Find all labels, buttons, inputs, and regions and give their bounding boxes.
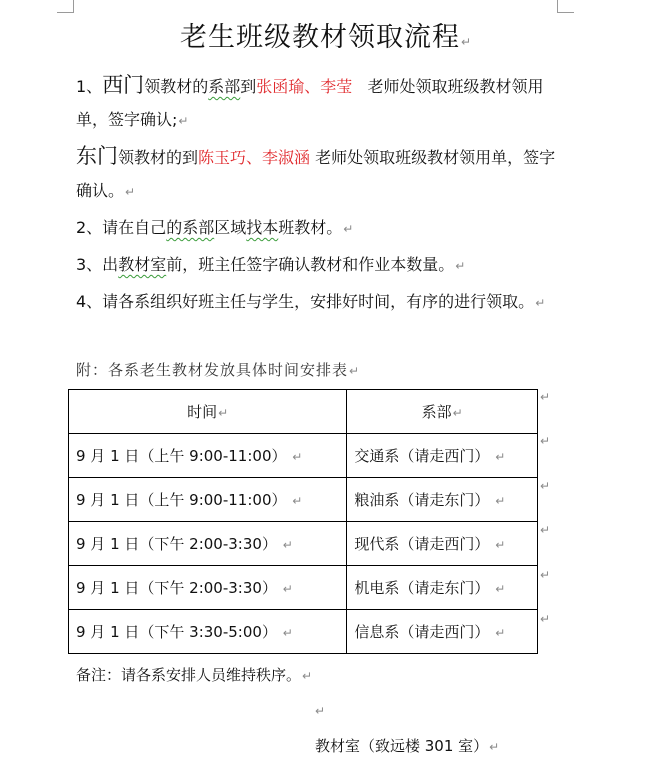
step-1b-text: 领教材的到 bbox=[118, 148, 199, 167]
step-1b-paragraph bbox=[76, 140, 562, 209]
header-cell-dept bbox=[347, 390, 538, 434]
step-2-wavy-b: 找本 bbox=[246, 218, 279, 237]
paragraph-mark-icon: ↵ bbox=[343, 222, 354, 236]
dept-text: 机电系（请走东门） bbox=[354, 579, 490, 597]
row-end-mark-icon: ↵ bbox=[540, 434, 551, 448]
cell-mark-icon: ↵ bbox=[495, 450, 506, 464]
page-corner-mark-left bbox=[57, 0, 74, 13]
schedule-header-row bbox=[69, 390, 538, 434]
step-1-text-b: 到 bbox=[240, 77, 257, 96]
step-1-teachers: 张函瑜、李莹 bbox=[256, 77, 353, 96]
cell-mark-icon: ↵ bbox=[282, 582, 293, 596]
paragraph-mark-icon: ↵ bbox=[489, 740, 500, 754]
cell-mark-icon: ↵ bbox=[495, 494, 506, 508]
time-text: 9 月 1 日（下午 2:00-3:30） bbox=[76, 579, 277, 597]
paragraph-mark-icon: ↵ bbox=[125, 185, 136, 199]
table-row bbox=[69, 434, 538, 478]
step-2-text-c: 班教材。 bbox=[278, 218, 343, 237]
step-1b-location: 东门 bbox=[76, 144, 118, 168]
cell-mark-icon: ↵ bbox=[495, 626, 506, 640]
row-end-mark-icon: ↵ bbox=[540, 523, 551, 537]
remark-paragraph bbox=[76, 662, 312, 689]
dept-text: 交通系（请走西门） bbox=[354, 447, 490, 465]
step-3-paragraph bbox=[76, 248, 562, 283]
paragraph-mark-icon: ↵ bbox=[349, 364, 361, 378]
paragraph-mark-icon: ↵ bbox=[302, 669, 313, 683]
time-text: 9 月 1 日（上午 9:00-11:00） bbox=[76, 491, 287, 509]
dept-cell bbox=[347, 610, 538, 654]
step-2-text-b: 区域 bbox=[214, 218, 247, 237]
title-text: 老生班级教材领取流程 bbox=[179, 22, 460, 53]
paragraph-mark-icon: ↵ bbox=[460, 35, 473, 49]
row-end-mark-icon: ↵ bbox=[540, 390, 551, 404]
time-cell bbox=[69, 566, 347, 610]
time-text: 9 月 1 日（上午 9:00-11:00） bbox=[76, 447, 287, 465]
step-1-dept: 系部 bbox=[208, 77, 241, 96]
dept-cell bbox=[347, 522, 538, 566]
header-time-label: 时间 bbox=[187, 403, 218, 421]
row-end-mark-icon: ↵ bbox=[540, 612, 551, 626]
dept-cell bbox=[347, 478, 538, 522]
step-3-text-b: 前，班主任签字确认教材和作业本数量。 bbox=[166, 255, 455, 274]
time-text: 9 月 1 日（下午 2:00-3:30） bbox=[76, 535, 277, 553]
step-3-wavy: 教材室 bbox=[118, 255, 167, 274]
step-1-text-a: 领教材的 bbox=[144, 77, 209, 96]
cell-mark-icon: ↵ bbox=[282, 538, 293, 552]
step-2-paragraph bbox=[76, 211, 562, 246]
cell-mark-icon: ↵ bbox=[495, 582, 506, 596]
cell-mark-icon: ↵ bbox=[218, 406, 229, 420]
step-4-text: 4、请各系组织好班主任与学生，安排好时间，有序的进行领取。 bbox=[76, 292, 535, 311]
header-dept-label: 系部 bbox=[421, 403, 452, 421]
step-1b-teachers: 陈玉巧、李淑涵 bbox=[198, 148, 311, 167]
time-text: 9 月 1 日（下午 3:30-5:00） bbox=[76, 623, 277, 641]
dept-cell bbox=[347, 434, 538, 478]
row-end-mark-icon: ↵ bbox=[540, 568, 551, 582]
step-1-location: 西门 bbox=[102, 73, 145, 97]
table-row bbox=[69, 478, 538, 522]
time-cell bbox=[69, 478, 347, 522]
signoff-paragraph bbox=[315, 734, 499, 759]
page-corner-mark-right bbox=[557, 0, 574, 13]
step-2-text-a: 2、请在自己 bbox=[76, 218, 167, 237]
dept-text: 粮油系（请走东门） bbox=[354, 491, 490, 509]
signoff-text: 教材室（致远楼 301 室） bbox=[315, 737, 489, 755]
time-cell bbox=[69, 434, 347, 478]
document-title bbox=[0, 20, 652, 60]
table-row bbox=[69, 566, 538, 610]
empty-paragraph-mark-icon: ↵ bbox=[315, 704, 326, 718]
paragraph-mark-icon: ↵ bbox=[535, 296, 546, 310]
step-1-number: 1、 bbox=[76, 77, 103, 96]
table-row bbox=[69, 522, 538, 566]
annex-caption bbox=[76, 358, 360, 383]
time-cell bbox=[69, 522, 347, 566]
cell-mark-icon: ↵ bbox=[452, 406, 463, 420]
step-1b-rest: 老师处领取班级教材领用单，签字确认。 bbox=[76, 148, 556, 200]
remark-text: 备注：请各系安排人员维持秩序。 bbox=[76, 666, 302, 684]
header-cell-time bbox=[69, 390, 347, 434]
schedule-table bbox=[68, 389, 538, 654]
step-3-text-a: 3、出 bbox=[76, 255, 119, 274]
time-cell bbox=[69, 610, 347, 654]
step-2-wavy-a: 的系部 bbox=[166, 218, 215, 237]
cell-mark-icon: ↵ bbox=[495, 538, 506, 552]
dept-text: 现代系（请走西门） bbox=[354, 535, 490, 553]
paragraph-mark-icon: ↵ bbox=[178, 114, 189, 128]
dept-text: 信息系（请走西门） bbox=[354, 623, 490, 641]
step-4-paragraph bbox=[76, 285, 562, 320]
cell-mark-icon: ↵ bbox=[292, 450, 303, 464]
paragraph-mark-icon: ↵ bbox=[455, 259, 466, 273]
dept-cell bbox=[347, 566, 538, 610]
cell-mark-icon: ↵ bbox=[282, 626, 293, 640]
step-1-paragraph bbox=[76, 69, 562, 138]
cell-mark-icon: ↵ bbox=[292, 494, 303, 508]
annex-text: 附：各系老生教材发放具体时间安排表 bbox=[76, 361, 349, 379]
step-1-rest: 老师处领取班级教材领用单，签字确认; bbox=[76, 77, 544, 129]
row-end-mark-icon: ↵ bbox=[540, 479, 551, 493]
table-row bbox=[69, 610, 538, 654]
